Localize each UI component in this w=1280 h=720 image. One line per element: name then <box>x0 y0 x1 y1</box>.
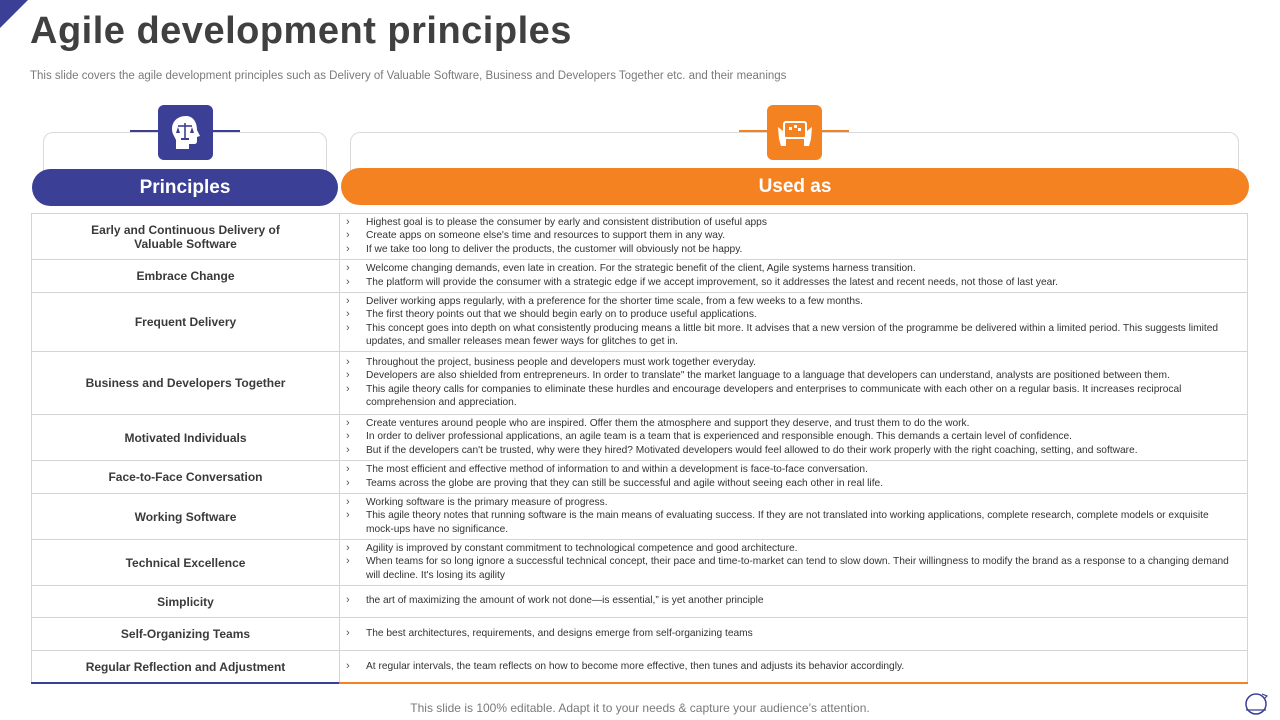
corner-accent <box>0 0 28 28</box>
use-item <box>346 356 1239 369</box>
use-item <box>346 229 1239 242</box>
principles-icon-box <box>158 105 213 160</box>
use-item-text: This agile theory calls for companies to eliminate these hurdles and encourage developers and enterprises to communicate with each other on a regular basis. It increases reciprocal comprehension and appreciation. <box>366 383 1182 408</box>
chevron-right-icon: › <box>346 509 350 522</box>
principle-name: Embrace Change <box>32 260 340 293</box>
chevron-right-icon: › <box>346 496 350 509</box>
principle-uses <box>340 494 1248 540</box>
table-row <box>32 540 1248 586</box>
chevron-right-icon: › <box>346 626 350 639</box>
principles-header: Principles <box>32 169 338 206</box>
principle-uses <box>340 214 1248 260</box>
use-item <box>346 295 1239 308</box>
use-item-text: This agile theory notes that running software is the main means of evaluating success. If they are not translated into working applications, complete research, complete models or exquisite mock-ups have no significance. <box>366 510 1209 535</box>
principles-table <box>31 213 1248 684</box>
table-row <box>32 293 1248 352</box>
use-item-text: If we take too long to deliver the products, the customer will obviously not be happy. <box>366 243 743 255</box>
principles-table-body <box>32 214 1248 684</box>
principle-uses <box>340 461 1248 494</box>
table-row <box>32 260 1248 293</box>
principle-uses <box>340 540 1248 586</box>
use-item <box>346 496 1239 509</box>
recycle-logo-icon <box>1240 690 1272 720</box>
use-item-text: When teams for so long ignore a successful technical concept, their pace and time-to-market can tend to slow down. Their willingness to modify the brand as a response to a changing demand will decline. It's losing its agility <box>366 556 1229 581</box>
use-item <box>346 243 1239 256</box>
principle-name: Early and Continuous Delivery of Valuable Software <box>32 214 340 260</box>
use-item <box>346 555 1239 581</box>
use-item <box>346 262 1239 275</box>
use-item-text: In order to deliver professional applications, an agile team is a team that is experienced and responsible enough. This demands a certain level of confidence. <box>366 431 1073 443</box>
table-row <box>32 586 1248 618</box>
use-item-text: The first theory points out that we should begin early on to produce useful applications. <box>366 309 757 321</box>
use-item <box>346 509 1239 535</box>
use-item-text: the art of maximizing the amount of work not done—is essential,” is yet another principle <box>366 595 764 607</box>
head-with-scales-icon <box>169 114 203 152</box>
chevron-right-icon: › <box>346 382 350 395</box>
use-item-text: But if the developers can't be trusted, why were they hired? Motivated developers would feel allowed to do their work properly with the right coaching, setting, and software. <box>366 444 1138 456</box>
use-item-text: Agility is improved by constant commitment to technological competence and good architecture. <box>366 543 798 555</box>
principle-name: Regular Reflection and Adjustment <box>32 651 340 684</box>
chevron-right-icon: › <box>346 555 350 568</box>
table-row <box>32 415 1248 461</box>
principle-uses <box>340 352 1248 415</box>
use-item-text: Deliver working apps regularly, with a preference for the shorter time scale, from a few weeks to a few months. <box>366 296 863 308</box>
use-item-text: Highest goal is to please the consumer by early and consistent distribution of useful apps <box>366 217 767 229</box>
table-row <box>32 214 1248 260</box>
page-title: Agile development principles <box>30 10 572 52</box>
use-item <box>346 463 1239 476</box>
principle-uses <box>340 586 1248 618</box>
chevron-right-icon: › <box>346 476 350 489</box>
principle-name: Technical Excellence <box>32 540 340 586</box>
principle-uses <box>340 260 1248 293</box>
used-as-icon-box <box>767 105 822 160</box>
chevron-right-icon: › <box>346 542 350 555</box>
chevron-right-icon: › <box>346 430 350 443</box>
use-item <box>346 417 1239 430</box>
use-item <box>346 308 1239 321</box>
principle-uses <box>340 651 1248 684</box>
use-item <box>346 369 1239 382</box>
use-item <box>346 276 1239 289</box>
use-item-text: This concept goes into depth on what consistently producing means a little bit more. It advises that a new version of the programme be delivered within a limited period. This suggests limited updates, and smaller releases mean fewer ways for glitches to get in. <box>366 322 1219 347</box>
footer-note: This slide is 100% editable. Adapt it to your needs & capture your audience’s attention. <box>410 701 870 715</box>
principle-uses <box>340 618 1248 651</box>
chevron-right-icon: › <box>346 275 350 288</box>
chevron-right-icon: › <box>346 295 350 308</box>
table-row <box>32 618 1248 651</box>
use-item-text: Create ventures around people who are inspired. Offer them the atmosphere and support they deserve, and trust them to do the work. <box>366 418 970 430</box>
use-item <box>346 594 1239 607</box>
chevron-right-icon: › <box>346 229 350 242</box>
use-item <box>346 383 1239 409</box>
use-item-text: Welcome changing demands, even late in creation. For the strategic benefit of the client, Agile systems harness transition. <box>366 263 916 275</box>
principle-name: Self-Organizing Teams <box>32 618 340 651</box>
hands-holding-tablet-icon <box>776 117 814 149</box>
use-item-text: The platform will provide the consumer with a strategic edge if we accept improvement, so it addresses the latest and recent needs, not those of last year. <box>366 276 1058 288</box>
chevron-right-icon: › <box>346 216 350 229</box>
table-bottom-line-left <box>31 682 339 684</box>
principle-name: Motivated Individuals <box>32 415 340 461</box>
use-item <box>346 430 1239 443</box>
use-item-text: Throughout the project, business people and developers must work together everyday. <box>366 357 756 369</box>
chevron-right-icon: › <box>346 417 350 430</box>
table-row <box>32 494 1248 540</box>
use-item <box>346 477 1239 490</box>
use-item-text: At regular intervals, the team reflects on how to become more effective, then tunes and adjusts its behavior accordingly. <box>366 660 905 672</box>
use-item <box>346 627 1239 640</box>
chevron-right-icon: › <box>346 308 350 321</box>
principle-name: Frequent Delivery <box>32 293 340 352</box>
principle-name: Face-to-Face Conversation <box>32 461 340 494</box>
page-subtitle: This slide covers the agile development principles such as Delivery of Valuable Software, Business and Developers Together etc. and their meanings <box>30 70 787 82</box>
chevron-right-icon: › <box>346 369 350 382</box>
used-as-header: Used as <box>341 168 1249 205</box>
chevron-right-icon: › <box>346 242 350 255</box>
table-row <box>32 352 1248 415</box>
use-item-text: The most efficient and effective method of information to and within a development is face-to-face conversation. <box>366 464 868 476</box>
chevron-right-icon: › <box>346 321 350 334</box>
use-item <box>346 216 1239 229</box>
chevron-right-icon: › <box>346 463 350 476</box>
use-item-text: Teams across the globe are proving that they can still be successful and agile without seeing each other in real life. <box>366 477 884 489</box>
use-item <box>346 660 1239 673</box>
chevron-right-icon: › <box>346 262 350 275</box>
principle-name: Business and Developers Together <box>32 352 340 415</box>
principle-uses <box>340 415 1248 461</box>
use-item <box>346 444 1239 457</box>
use-item-text: Create apps on someone else's time and resources to support them in any way. <box>366 230 726 242</box>
chevron-right-icon: › <box>346 594 350 607</box>
chevron-right-icon: › <box>346 443 350 456</box>
use-item-text: The best architectures, requirements, and designs emerge from self-organizing teams <box>366 627 753 639</box>
chevron-right-icon: › <box>346 356 350 369</box>
principle-uses <box>340 293 1248 352</box>
table-row <box>32 461 1248 494</box>
use-item-text: Developers are also shielded from entrepreneurs. In order to translate" the market language to a language that developers can understand, analysts are positioned between them. <box>366 370 1170 382</box>
principle-name: Working Software <box>32 494 340 540</box>
chevron-right-icon: › <box>346 659 350 672</box>
principle-name: Simplicity <box>32 586 340 618</box>
use-item <box>346 322 1239 348</box>
table-bottom-line-right <box>339 682 1248 684</box>
use-item-text: Working software is the primary measure of progress. <box>366 497 608 509</box>
table-row <box>32 651 1248 684</box>
use-item <box>346 542 1239 555</box>
